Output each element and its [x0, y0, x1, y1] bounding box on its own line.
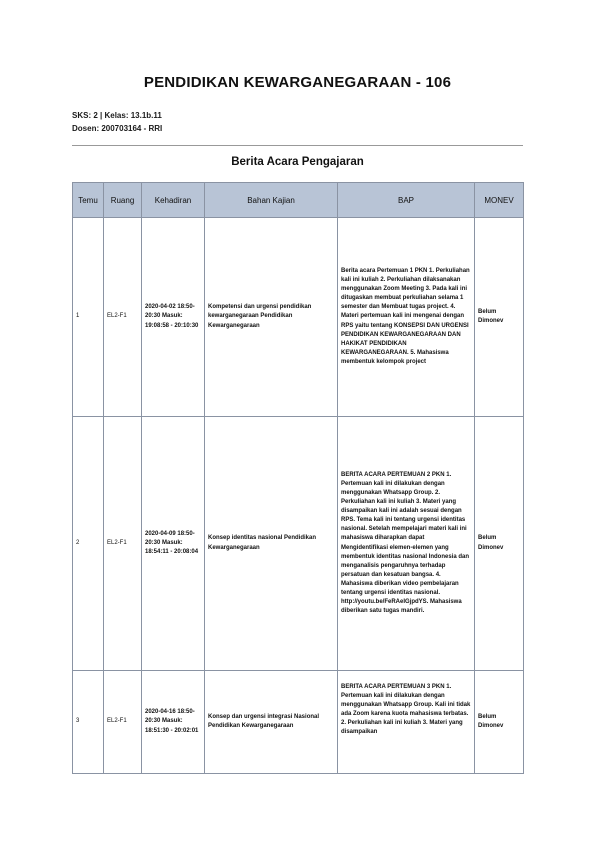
cell-kehadiran: 2020-04-09 18:50-20:30 Masuk: 18:54:11 - 20:08:04	[142, 417, 205, 671]
cell-ruang: EL2-F1	[104, 417, 142, 671]
column-header-kehadiran: Kehadiran	[142, 183, 205, 218]
cell-bap: Berita acara Pertemuan 1 PKN 1. Perkuliahan kali ini kuliah 2. Perkuliahan dilaksanakan menggunakan Zoom Meeting 3. Pada kali ini ditugaskan membuat perkuliahan selama 1 semester dan Membuat tugas project. 4. Materi pertemuan kali ini mengenai dengan RPS yaitu tentang KONSEPSI DAN URGENSI PENDIDIKAN KEWARGANEGARAAN DAN HAKIKAT PENDIDIKAN KEWARGANEGARAAN. 5. Mahasiswa membentuk kelompok project	[338, 218, 475, 417]
cell-ruang: EL2-F1	[104, 218, 142, 417]
section-title: Berita Acara Pengajaran	[231, 156, 364, 168]
cell-ruang: EL2-F1	[104, 671, 142, 774]
cell-bahan-kajian: Konsep identitas nasional Pendidikan Kewarganegaraan	[205, 417, 338, 671]
cell-bahan-kajian: Kompetensi dan urgensi pendidikan kewarganegaraan Pendidikan Kewarganegaraan	[205, 218, 338, 417]
cell-temu: 2	[73, 417, 104, 671]
cell-kehadiran: 2020-04-16 18:50-20:30 Masuk: 18:51:30 - 20:02:01	[142, 671, 205, 774]
column-header-temu: Temu	[73, 183, 104, 218]
column-header-bap: BAP	[338, 183, 475, 218]
divider	[72, 145, 523, 146]
table-row	[73, 417, 524, 671]
cell-temu: 3	[73, 671, 104, 774]
document-title: PENDIDIKAN KEWARGANEGARAAN - 106	[143, 74, 452, 91]
table-header-row	[73, 183, 524, 218]
cell-kehadiran: 2020-04-02 18:50-20:30 Masuk: 19:08:58 - 20:10:30	[142, 218, 205, 417]
column-header-monev: MONEV	[475, 183, 524, 218]
bap-table	[72, 182, 524, 774]
cell-bap-text: BERITA ACARA PERTEMUAN 3 PKN 1. Pertemuan kali ini dilakukan dengan menggunakan Whatsapp Group. Kali ini tidak ada Zoom karena kuota mahasiswa terbatas. 2. Perkuliahan kali ini kuliah 3. Materi yang disampaikan	[341, 684, 471, 736]
lecturer-info: Dosen: 200703164 - RRI	[72, 124, 163, 133]
column-header-bahan-kajian: Bahan Kajian	[205, 183, 338, 218]
column-header-ruang: Ruang	[104, 183, 142, 218]
table-row	[73, 218, 524, 417]
cell-monev: Belum Dimonev	[475, 218, 524, 417]
course-info: SKS: 2 | Kelas: 13.1b.11	[72, 111, 162, 120]
cell-bap: BERITA ACARA PERTEMUAN 2 PKN 1. Pertemuan kali ini dilakukan dengan menggunakan Whatsapp Group. 2. Perkuliahan kali ini kuliah 3. Materi yang disampaikan kali ini adalah sesuai dengan RPS. Tema kali ini tentang urgensi identitas nasional. Setelah mempelajari materi kali ini mahasiswa diharapkan dapat Mengidentifikasi elemen-elemen yang membentuk identitas nasional Indonesia dan menganalisis pengaruhnya terhadap persatuan dan kesatuan bangsa. 4. Mahasiswa diberikan video pembelajaran tentang urgensi identitas nasional. http://youtu.be/FeRAeIGjpdYS. Mahasiswa diberikan satu tugas mandiri.	[338, 417, 475, 671]
cell-bahan-kajian: Konsep dan urgensi integrasi Nasional Pendidikan Kewarganegaraan	[205, 671, 338, 774]
cell-monev: Belum Dimonev	[475, 417, 524, 671]
cell-monev: Belum Dimonev	[475, 671, 524, 774]
cell-bap	[338, 671, 475, 774]
cell-temu: 1	[73, 218, 104, 417]
table-row	[73, 671, 524, 774]
